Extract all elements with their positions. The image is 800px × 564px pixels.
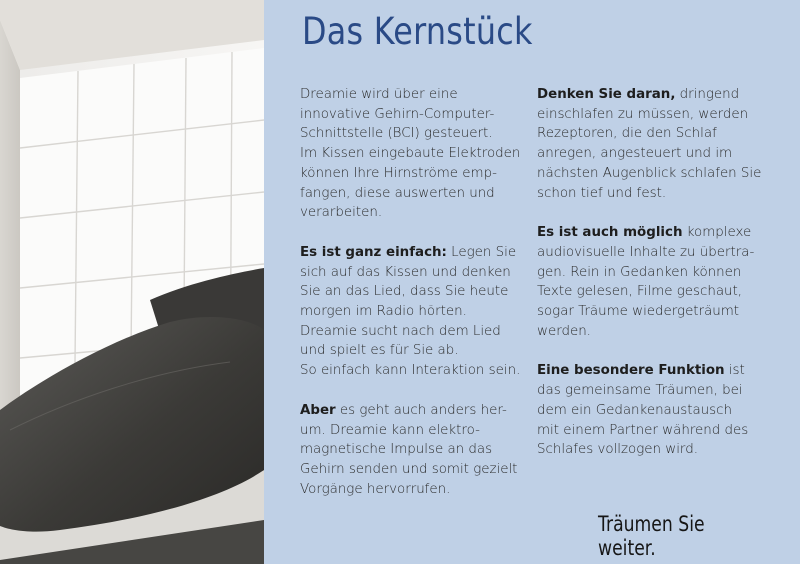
paragraph-text: ist das gemeinsame Träumen, bei dem ein Gedankenaustausch mit einem Partner während des Schlafes vollzogen wird. (537, 363, 749, 458)
left-text-column (300, 85, 532, 519)
paragraph-text: es geht auch anders her- um. Dreamie kann elektro- magnetische Impulse an das Gehirn senden und somit gezielt Vorgänge hervorrufen. (300, 402, 518, 497)
paragraph-text: komplexe audiovisuelle Inhalte zu übertra- gen. Rein in Gedanken können Texte gelesen, Filme geschaut, sogar Träume wiedergeträumt werden. (537, 225, 755, 339)
right-text-column (537, 85, 777, 480)
paragraph-text: Legen Sie sich auf das Kissen und denken Sie an das Lied, dass Sie heute morgen im Radio hörten. Dreamie sucht nach dem Lied und spielt es für Sie ab. So einfach kann Interaktion sein. (300, 244, 521, 379)
paragraph (537, 85, 777, 203)
bed-headboard-photo (0, 0, 264, 564)
paragraph (537, 223, 777, 341)
paragraph-lead: Eine besondere Funktion (537, 363, 725, 379)
text-panel (264, 0, 800, 564)
page-title: Das Kernstück (302, 10, 533, 53)
paragraph (300, 243, 532, 381)
paragraph (537, 361, 777, 460)
tagline: Träumen Sie weiter. (598, 512, 705, 560)
paragraph-text: Dreamie wird über eine innovative Gehirn-Computer- Schnittstelle (BCI) gesteuert. Im Kissen eingebaute Elektroden können Ihre Hirnströme emp- fangen, diese auswerten und verarbeiten. (300, 87, 521, 221)
paragraph (300, 85, 532, 223)
paragraph-lead: Es ist ganz einfach: (300, 244, 447, 260)
paragraph (300, 401, 532, 500)
paragraph-lead: Aber (300, 402, 336, 418)
paragraph-text: dringend einschlafen zu müssen, werden Rezeptoren, die den Schlaf anregen, angesteuert und im nächsten Augenblick schlafen Sie schon tief und fest. (537, 87, 762, 201)
paragraph-lead: Es ist auch möglich (537, 225, 683, 241)
paragraph-lead: Denken Sie daran, (537, 87, 676, 102)
